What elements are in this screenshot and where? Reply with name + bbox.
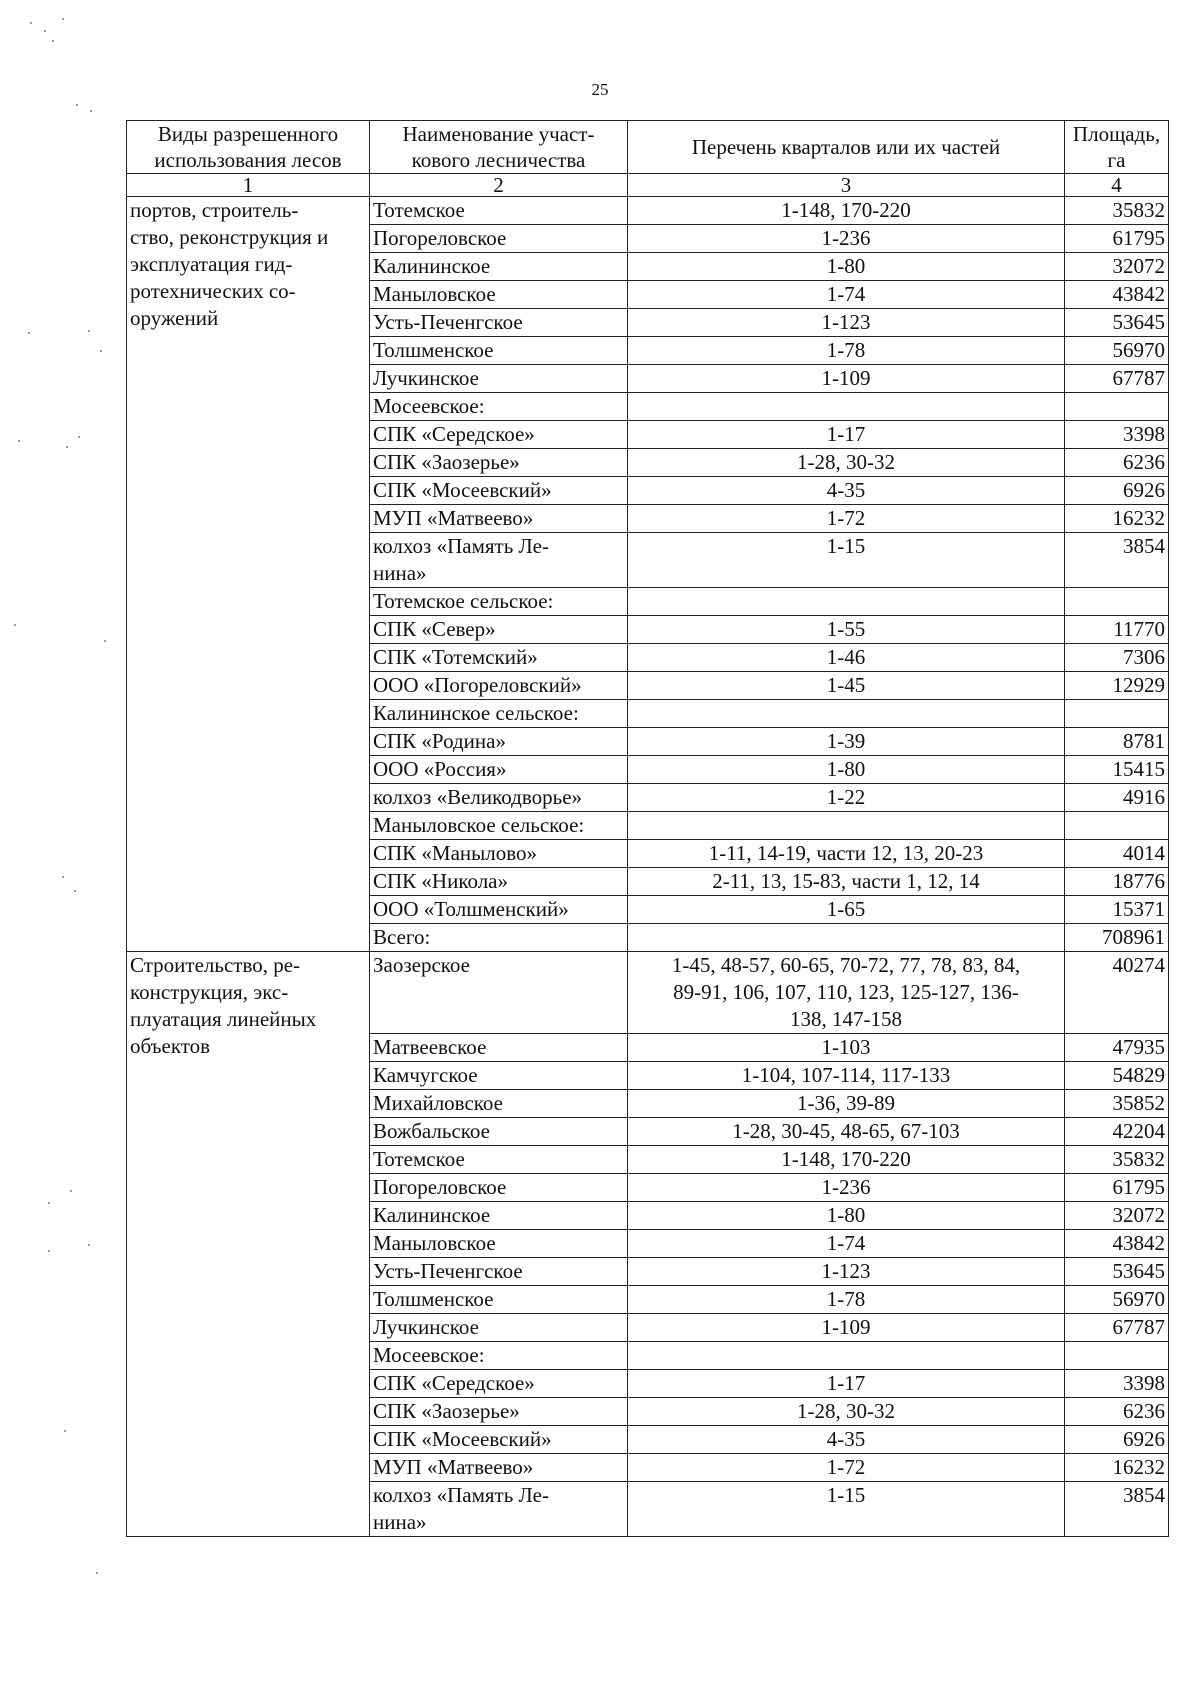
use-type-line: ротехнических со- (130, 279, 296, 303)
quarters-line (631, 588, 1061, 615)
forestry-name-line: СПК «Заозерье» (373, 1399, 520, 1423)
cell-area: 12929 (1065, 672, 1169, 700)
cell-forestry-name (370, 644, 628, 672)
cell-forestry-name (370, 1454, 628, 1482)
cell-area (1065, 393, 1169, 421)
column-number: 3 (628, 174, 1065, 197)
cell-quarters (628, 1118, 1065, 1146)
cell-area: 6926 (1065, 1426, 1169, 1454)
cell-forestry-name (370, 840, 628, 868)
header-quarters (628, 121, 1065, 174)
cell-quarters (628, 505, 1065, 533)
cell-forestry-name (370, 281, 628, 309)
cell-use-type (127, 952, 370, 1537)
cell-quarters (628, 309, 1065, 337)
cell-forestry-name (370, 1370, 628, 1398)
cell-area: 6236 (1065, 449, 1169, 477)
quarters-line: 1-236 (821, 1175, 871, 1199)
cell-forestry-name (370, 896, 628, 924)
quarters-line: 1-80 (826, 1203, 866, 1227)
cell-quarters (628, 1146, 1065, 1174)
forestry-name-line: Толшменское (373, 1287, 494, 1311)
cell-forestry-name (370, 477, 628, 505)
forestry-name-line: Матвеевское (373, 1035, 487, 1059)
cell-forestry-name (370, 1258, 628, 1286)
use-type-line: Строительство, ре- (130, 953, 301, 977)
cell-quarters (628, 477, 1065, 505)
quarters-line: 1-104, 107-114, 117-133 (741, 1063, 951, 1087)
forestry-name-line: СПК «Заозерье» (373, 450, 520, 474)
cell-quarters (628, 337, 1065, 365)
cell-area: 708961 (1065, 924, 1169, 952)
forestry-name-line: Тотемское (373, 198, 465, 222)
cell-quarters (628, 449, 1065, 477)
quarters-line: 1-80 (826, 757, 866, 781)
cell-quarters (628, 1174, 1065, 1202)
forestry-name-line: Калининское (373, 254, 491, 278)
cell-forestry-name (370, 309, 628, 337)
cell-forestry-name (370, 1146, 628, 1174)
cell-area: 54829 (1065, 1062, 1169, 1090)
cell-area: 7306 (1065, 644, 1169, 672)
forestry-name-line: колхоз «Память Ле- (373, 1483, 549, 1507)
cell-quarters (628, 1286, 1065, 1314)
cell-forestry-name (370, 616, 628, 644)
cell-quarters (628, 812, 1065, 840)
cell-forestry-name (370, 393, 628, 421)
cell-area: 67787 (1065, 1314, 1169, 1342)
use-type-line: эксплуатация гид- (130, 252, 293, 276)
forestry-name-line: СПК «Манылово» (373, 841, 538, 865)
header-line: Площадь, (1072, 122, 1161, 146)
column-number: 1 (127, 174, 370, 197)
forestry-name-line: Калининское сельское: (373, 701, 579, 725)
quarters-line (631, 1342, 1061, 1369)
quarters-line: 1-109 (821, 1315, 871, 1339)
cell-area: 11770 (1065, 616, 1169, 644)
cell-forestry-name (370, 868, 628, 896)
cell-area: 16232 (1065, 1454, 1169, 1482)
forestry-name-line: Погореловское (373, 1175, 507, 1199)
cell-forestry-name (370, 1174, 628, 1202)
cell-quarters (628, 1202, 1065, 1230)
quarters-line: 1-72 (826, 1455, 866, 1479)
cell-quarters (628, 1454, 1065, 1482)
quarters-line: 4-35 (826, 478, 866, 502)
cell-quarters (628, 644, 1065, 672)
quarters-line: 89-91, 106, 107, 110, 123, 125-127, 136- (673, 980, 1019, 1004)
cell-forestry-name (370, 421, 628, 449)
cell-quarters (628, 840, 1065, 868)
cell-quarters (628, 197, 1065, 225)
forestry-name-line: СПК «Мосеевский» (373, 1427, 552, 1451)
cell-area: 47935 (1065, 1034, 1169, 1062)
cell-forestry-name (370, 1482, 628, 1537)
header-line: использования лесов (154, 148, 342, 172)
cell-area: 3398 (1065, 1370, 1169, 1398)
forestry-name-line: СПК «Середское» (373, 1371, 535, 1395)
cell-area (1065, 1342, 1169, 1370)
cell-forestry-name (370, 253, 628, 281)
cell-forestry-name (370, 672, 628, 700)
cell-area (1065, 588, 1169, 616)
cell-area: 8781 (1065, 728, 1169, 756)
forestry-name-line: СПК «Север» (373, 617, 496, 641)
quarters-line: 1-148, 170-220 (781, 198, 911, 222)
quarters-line: 1-74 (826, 282, 866, 306)
cell-quarters (628, 756, 1065, 784)
cell-forestry-name (370, 1090, 628, 1118)
cell-forestry-name (370, 197, 628, 225)
cell-area: 3854 (1065, 533, 1169, 588)
use-type-line: портов, строитель- (130, 198, 299, 222)
forestry-name-line: Усть-Печенгское (373, 310, 523, 334)
quarters-line: 1-15 (826, 1483, 866, 1507)
column-number: 2 (370, 174, 628, 197)
cell-forestry-name (370, 1398, 628, 1426)
cell-quarters (628, 616, 1065, 644)
forestry-name-line: Михайловское (373, 1091, 503, 1115)
quarters-line: 1-36, 39-89 (797, 1091, 895, 1115)
quarters-line (631, 700, 1061, 727)
forestry-name-line: колхоз «Память Ле- (373, 534, 549, 558)
cell-area: 16232 (1065, 505, 1169, 533)
cell-forestry-name (370, 812, 628, 840)
cell-forestry-name (370, 1202, 628, 1230)
forestry-name-line: ООО «Толшменский» (373, 897, 569, 921)
forestry-name-line: Маныловское (373, 282, 496, 306)
cell-area: 43842 (1065, 1230, 1169, 1258)
cell-area: 4916 (1065, 784, 1169, 812)
forestry-name-line: Тотемское (373, 1147, 465, 1171)
cell-quarters (628, 1258, 1065, 1286)
use-type-line: конструкция, экс- (130, 980, 289, 1004)
cell-quarters (628, 700, 1065, 728)
quarters-line: 1-55 (826, 617, 866, 641)
cell-forestry-name (370, 225, 628, 253)
cell-area: 61795 (1065, 1174, 1169, 1202)
header-use-type (127, 121, 370, 174)
forestry-name-line: СПК «Середское» (373, 422, 535, 446)
cell-quarters (628, 421, 1065, 449)
quarters-line (631, 393, 1061, 420)
forestry-name-line: ООО «Погореловский» (373, 673, 582, 697)
quarters-line (631, 924, 1061, 951)
column-number-row (127, 174, 1169, 197)
forestry-name-line: колхоз «Великодворье» (373, 785, 583, 809)
cell-forestry-name (370, 533, 628, 588)
quarters-line: 4-35 (826, 1427, 866, 1451)
header-line: Наименование участ- (402, 122, 595, 146)
cell-quarters (628, 1062, 1065, 1090)
forestry-name-line: Заозерское (373, 953, 470, 977)
forestry-name-line: Тотемское сельское: (373, 589, 554, 613)
use-type-line: плуатация линейных (130, 1007, 317, 1031)
quarters-line: 1-17 (826, 1371, 866, 1395)
quarters-line: 1-72 (826, 506, 866, 530)
cell-forestry-name (370, 952, 628, 1034)
cell-quarters (628, 1426, 1065, 1454)
forestry-name-line: СПК «Родина» (373, 729, 506, 753)
quarters-line: 1-28, 30-32 (797, 1399, 895, 1423)
quarters-line: 1-46 (826, 645, 866, 669)
forestry-name-line: Маныловское сельское: (373, 813, 585, 837)
forestry-name-line: Камчугское (373, 1063, 478, 1087)
cell-forestry-name (370, 1314, 628, 1342)
cell-forestry-name (370, 1342, 628, 1370)
header-forestry (370, 121, 628, 174)
cell-area: 53645 (1065, 1258, 1169, 1286)
cell-quarters (628, 253, 1065, 281)
cell-area: 42204 (1065, 1118, 1169, 1146)
quarters-line: 1-123 (821, 310, 871, 334)
cell-area: 56970 (1065, 337, 1169, 365)
cell-quarters (628, 1342, 1065, 1370)
cell-quarters (628, 365, 1065, 393)
cell-area: 61795 (1065, 225, 1169, 253)
quarters-line: 1-11, 14-19, части 12, 13, 20-23 (708, 841, 984, 865)
forestry-name-line: ООО «Россия» (373, 757, 507, 781)
quarters-line: 1-109 (821, 366, 871, 390)
cell-forestry-name (370, 365, 628, 393)
quarters-line: 1-74 (826, 1231, 866, 1255)
cell-quarters (628, 672, 1065, 700)
cell-forestry-name (370, 1286, 628, 1314)
quarters-line: 1-148, 170-220 (781, 1147, 911, 1171)
cell-quarters (628, 1482, 1065, 1537)
cell-area (1065, 812, 1169, 840)
cell-area: 67787 (1065, 365, 1169, 393)
cell-quarters (628, 1230, 1065, 1258)
quarters-line: 1-45 (826, 673, 866, 697)
quarters-line: 1-39 (826, 729, 866, 753)
cell-quarters (628, 924, 1065, 952)
use-type-line: оружений (130, 306, 219, 330)
cell-forestry-name (370, 728, 628, 756)
quarters-line: 1-22 (826, 785, 866, 809)
header-line: га (1107, 148, 1126, 172)
table-row (127, 197, 1169, 225)
cell-area: 4014 (1065, 840, 1169, 868)
table-body (127, 197, 1169, 1537)
quarters-line: 1-65 (826, 897, 866, 921)
use-type-line: ство, реконструкция и (130, 225, 329, 249)
quarters-line: 1-15 (826, 534, 866, 558)
forestry-name-line: Усть-Печенгское (373, 1259, 523, 1283)
cell-quarters (628, 281, 1065, 309)
quarters-line: 1-123 (821, 1259, 871, 1283)
forestry-name-line: Мосеевское: (373, 1343, 485, 1367)
cell-quarters (628, 393, 1065, 421)
forestry-name-line: нина» (373, 561, 427, 585)
cell-quarters (628, 784, 1065, 812)
cell-area: 56970 (1065, 1286, 1169, 1314)
cell-area: 6926 (1065, 477, 1169, 505)
quarters-line: 1-78 (826, 338, 866, 362)
cell-area: 40274 (1065, 952, 1169, 1034)
forestry-name-line: Калининское (373, 1203, 491, 1227)
cell-quarters (628, 1090, 1065, 1118)
cell-quarters (628, 896, 1065, 924)
cell-forestry-name (370, 1062, 628, 1090)
cell-forestry-name (370, 588, 628, 616)
cell-area: 18776 (1065, 868, 1169, 896)
cell-area: 32072 (1065, 1202, 1169, 1230)
quarters-line (631, 812, 1061, 839)
quarters-line: 1-28, 30-45, 48-65, 67-103 (732, 1119, 960, 1143)
forestry-name-line: Лучкинское (373, 1315, 479, 1339)
cell-quarters (628, 533, 1065, 588)
quarters-line: 2-11, 13, 15-83, части 1, 12, 14 (712, 869, 980, 893)
forest-use-table (126, 120, 1169, 1537)
forestry-name-line: МУП «Матвеево» (373, 506, 534, 530)
forestry-name-line: СПК «Мосеевский» (373, 478, 552, 502)
forestry-name-line: Лучкинское (373, 366, 479, 390)
cell-quarters (628, 1398, 1065, 1426)
cell-area: 35852 (1065, 1090, 1169, 1118)
cell-forestry-name (370, 784, 628, 812)
header-line: Перечень кварталов или их частей (691, 135, 1001, 159)
cell-area: 3398 (1065, 421, 1169, 449)
cell-forestry-name (370, 1426, 628, 1454)
quarters-line: 1-236 (821, 226, 871, 250)
quarters-line: 1-78 (826, 1287, 866, 1311)
cell-area: 43842 (1065, 281, 1169, 309)
cell-area: 32072 (1065, 253, 1169, 281)
cell-forestry-name (370, 924, 628, 952)
table-row (127, 952, 1169, 1034)
cell-forestry-name (370, 505, 628, 533)
cell-quarters (628, 728, 1065, 756)
forestry-name-line: Толшменское (373, 338, 494, 362)
cell-forestry-name (370, 1118, 628, 1146)
cell-quarters (628, 225, 1065, 253)
quarters-line: 1-45, 48-57, 60-65, 70-72, 77, 78, 83, 84, (671, 953, 1021, 977)
cell-forestry-name (370, 1230, 628, 1258)
forestry-name-line: нина» (373, 1510, 427, 1534)
cell-quarters (628, 1314, 1065, 1342)
header-line: кового лесничества (411, 148, 586, 172)
cell-area: 6236 (1065, 1398, 1169, 1426)
cell-forestry-name (370, 1034, 628, 1062)
cell-area: 15371 (1065, 896, 1169, 924)
cell-forestry-name (370, 449, 628, 477)
quarters-line: 1-80 (826, 254, 866, 278)
cell-area (1065, 700, 1169, 728)
cell-forestry-name (370, 337, 628, 365)
cell-forestry-name (370, 700, 628, 728)
forestry-name-line: Всего: (373, 925, 431, 949)
forestry-name-line: СПК «Никола» (373, 869, 508, 893)
forestry-name-line: Мосеевское: (373, 394, 485, 418)
forestry-name-line: СПК «Тотемский» (373, 645, 538, 669)
quarters-line: 1-28, 30-32 (797, 450, 895, 474)
forestry-name-line: Погореловское (373, 226, 507, 250)
cell-quarters (628, 868, 1065, 896)
forestry-name-line: Маныловское (373, 1231, 496, 1255)
forestry-name-line: МУП «Матвеево» (373, 1455, 534, 1479)
header-line: Виды разрешенного (157, 122, 339, 146)
quarters-line: 1-17 (826, 422, 866, 446)
cell-area: 53645 (1065, 309, 1169, 337)
cell-quarters (628, 1370, 1065, 1398)
column-number: 4 (1065, 174, 1169, 197)
cell-area: 15415 (1065, 756, 1169, 784)
cell-forestry-name (370, 756, 628, 784)
quarters-line: 138, 147-158 (790, 1007, 902, 1031)
table-header-row (127, 121, 1169, 174)
cell-area: 35832 (1065, 197, 1169, 225)
cell-quarters (628, 952, 1065, 1034)
cell-area: 3854 (1065, 1482, 1169, 1537)
cell-quarters (628, 588, 1065, 616)
cell-area: 35832 (1065, 1146, 1169, 1174)
cell-use-type (127, 197, 370, 952)
cell-quarters (628, 1034, 1065, 1062)
page-number: 25 (591, 80, 609, 99)
forestry-name-line: Вожбальское (373, 1119, 490, 1143)
header-area (1065, 121, 1169, 174)
use-type-line: объектов (130, 1034, 211, 1058)
quarters-line: 1-103 (821, 1035, 871, 1059)
